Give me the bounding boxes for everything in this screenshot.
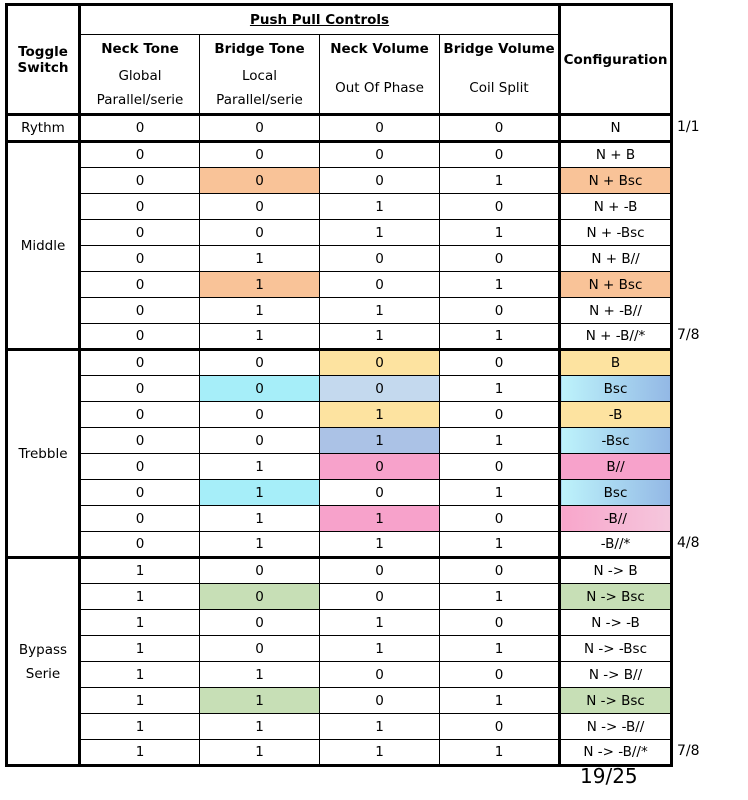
- group-count: 1/1: [677, 118, 700, 135]
- group-label-line: Serie: [25, 665, 61, 682]
- neck-volume-cell: 1: [320, 506, 440, 532]
- group-label: [7, 115, 80, 142]
- bridge-volume-cell: 1: [440, 636, 560, 662]
- table-row: [7, 194, 672, 220]
- configuration-cell: -Bsc: [560, 428, 672, 454]
- neck-tone-cell: 0: [80, 376, 200, 402]
- bridge-tone-cell: 0: [200, 376, 320, 402]
- table-row: [7, 688, 672, 714]
- bridge-tone-cell: 1: [200, 506, 320, 532]
- neck-volume-cell: 1: [320, 532, 440, 558]
- group-label-line: Trebble: [18, 445, 68, 462]
- neck-tone-cell: 1: [80, 688, 200, 714]
- bridge-volume-cell: 0: [440, 402, 560, 428]
- bridge-volume-cell: 0: [440, 454, 560, 480]
- bridge-volume-cell: 1: [440, 740, 560, 766]
- neck-tone-cell: 1: [80, 584, 200, 610]
- table-row: [7, 558, 672, 584]
- neck-volume-cell: 1: [320, 298, 440, 324]
- bridge-volume-sub: Coil Split: [440, 63, 560, 115]
- bridge-tone-cell: 0: [200, 610, 320, 636]
- bridge-tone-cell: 1: [200, 454, 320, 480]
- bridge-tone-cell: 1: [200, 272, 320, 298]
- neck-tone-cell: 0: [80, 168, 200, 194]
- configuration-cell: N + Bsc: [560, 272, 672, 298]
- neck-volume-cell: 0: [320, 142, 440, 168]
- bridge-tone-cell: 0: [200, 115, 320, 142]
- bridge-tone-cell: 0: [200, 220, 320, 246]
- configuration-cell: B: [560, 350, 672, 376]
- table-row: [7, 454, 672, 480]
- neck-volume-cell: 1: [320, 194, 440, 220]
- neck-tone-cell: 0: [80, 506, 200, 532]
- neck-tone-cell: 1: [80, 636, 200, 662]
- table-row: [7, 298, 672, 324]
- group-label-line: Bypass: [18, 641, 68, 658]
- neck-volume-cell: 0: [320, 558, 440, 584]
- neck-volume-cell: 0: [320, 376, 440, 402]
- neck-tone-cell: 0: [80, 324, 200, 350]
- neck-tone-cell: 1: [80, 558, 200, 584]
- configuration-cell: N + B//: [560, 246, 672, 272]
- table-row: [7, 480, 672, 506]
- bridge-tone-cell: 1: [200, 688, 320, 714]
- table-row: [7, 376, 672, 402]
- bridge-tone-cell: 0: [200, 636, 320, 662]
- neck-tone-cell: 0: [80, 532, 200, 558]
- neck-volume-sub: Out Of Phase: [320, 63, 440, 115]
- table-row: [7, 220, 672, 246]
- bridge-volume-cell: 1: [440, 688, 560, 714]
- bridge-tone-cell: 0: [200, 142, 320, 168]
- neck-tone-cell: 0: [80, 298, 200, 324]
- neck-volume-cell: 0: [320, 454, 440, 480]
- configuration-cell: -B//: [560, 506, 672, 532]
- bridge-volume-cell: 1: [440, 168, 560, 194]
- neck-tone-cell: 1: [80, 714, 200, 740]
- table-row: [7, 115, 672, 142]
- group-count: 4/8: [677, 534, 700, 551]
- table-row: [7, 350, 672, 376]
- bridge-volume-cell: 0: [440, 194, 560, 220]
- neck-tone-cell: 0: [80, 272, 200, 298]
- bridge-tone-cell: 0: [200, 584, 320, 610]
- neck-tone-header: Neck Tone: [80, 35, 200, 63]
- bridge-volume-cell: 0: [440, 246, 560, 272]
- neck-tone-cell: 0: [80, 350, 200, 376]
- configuration-cell: -B//*: [560, 532, 672, 558]
- page-number: 19/25: [580, 764, 638, 788]
- configuration-cell: N -> -B//*: [560, 740, 672, 766]
- configuration-cell: N -> -B: [560, 610, 672, 636]
- neck-volume-cell: 0: [320, 480, 440, 506]
- bridge-volume-cell: 1: [440, 532, 560, 558]
- bridge-tone-header: Bridge Tone: [200, 35, 320, 63]
- neck-tone-cell: 1: [80, 662, 200, 688]
- bridge-tone-cell: 1: [200, 662, 320, 688]
- bridge-volume-cell: 0: [440, 662, 560, 688]
- configuration-cell: B//: [560, 454, 672, 480]
- configuration-cell: N + -B: [560, 194, 672, 220]
- table-row: [7, 506, 672, 532]
- configuration-cell: N + -Bsc: [560, 220, 672, 246]
- bridge-tone-cell: 1: [200, 714, 320, 740]
- neck-volume-cell: 1: [320, 220, 440, 246]
- neck-volume-cell: 0: [320, 168, 440, 194]
- group-count: 7/8: [677, 742, 700, 759]
- bridge-tone-cell: 0: [200, 194, 320, 220]
- bridge-volume-cell: 0: [440, 142, 560, 168]
- neck-volume-cell: 1: [320, 636, 440, 662]
- neck-tone-cell: 0: [80, 454, 200, 480]
- neck-tone-cell: 0: [80, 246, 200, 272]
- neck-volume-cell: 1: [320, 428, 440, 454]
- table-row: [7, 246, 672, 272]
- configuration-header: Configuration: [560, 5, 672, 115]
- bridge-volume-cell: 1: [440, 220, 560, 246]
- bridge-volume-cell: 0: [440, 714, 560, 740]
- table-row: [7, 740, 672, 766]
- toggle-switch-header: [7, 5, 80, 115]
- bridge-volume-cell: 0: [440, 558, 560, 584]
- group-label: [7, 142, 80, 350]
- header-row-1: [7, 5, 672, 35]
- bridge-volume-cell: 1: [440, 272, 560, 298]
- neck-tone-cell: 0: [80, 194, 200, 220]
- bridge-volume-cell: 0: [440, 506, 560, 532]
- bridge-tone-cell: 0: [200, 402, 320, 428]
- toggle-switch-line-1: Toggle: [18, 43, 68, 60]
- neck-volume-cell: 1: [320, 740, 440, 766]
- neck-tone-cell: 0: [80, 220, 200, 246]
- neck-volume-cell: 0: [320, 688, 440, 714]
- table-row: [7, 428, 672, 454]
- neck-volume-cell: 0: [320, 662, 440, 688]
- table-row: [7, 636, 672, 662]
- bridge-volume-cell: 0: [440, 610, 560, 636]
- table-row: [7, 142, 672, 168]
- neck-volume-cell: 1: [320, 324, 440, 350]
- neck-volume-cell: 1: [320, 610, 440, 636]
- neck-tone-cell: 0: [80, 428, 200, 454]
- bridge-tone-cell: 1: [200, 532, 320, 558]
- configuration-cell: N + -B//: [560, 298, 672, 324]
- bridge-volume-cell: 0: [440, 350, 560, 376]
- table-row: [7, 532, 672, 558]
- bridge-tone-cell: 0: [200, 350, 320, 376]
- neck-tone-cell: 0: [80, 480, 200, 506]
- bridge-tone-cell: 1: [200, 324, 320, 350]
- neck-volume-cell: 1: [320, 714, 440, 740]
- table-row: [7, 402, 672, 428]
- configuration-cell: N + Bsc: [560, 168, 672, 194]
- neck-volume-cell: 0: [320, 350, 440, 376]
- configuration-cell: Bsc: [560, 376, 672, 402]
- configuration-cell: N: [560, 115, 672, 142]
- bridge-tone-cell: 0: [200, 168, 320, 194]
- bridge-tone-cell: 1: [200, 298, 320, 324]
- neck-volume-cell: 0: [320, 272, 440, 298]
- neck-volume-cell: 1: [320, 402, 440, 428]
- bridge-tone-cell: 1: [200, 246, 320, 272]
- configuration-cell: N -> -Bsc: [560, 636, 672, 662]
- neck-volume-header: Neck Volume: [320, 35, 440, 63]
- neck-tone-cell: 0: [80, 142, 200, 168]
- table-row: [7, 324, 672, 350]
- bridge-tone-cell: 0: [200, 558, 320, 584]
- bridge-tone-sub: [200, 63, 320, 115]
- bridge-tone-sub-1: Local: [242, 67, 277, 84]
- configuration-cell: N -> B: [560, 558, 672, 584]
- table-row: [7, 662, 672, 688]
- table-row: [7, 610, 672, 636]
- configuration-cell: N -> Bsc: [560, 688, 672, 714]
- configuration-cell: N + B: [560, 142, 672, 168]
- neck-tone-sub-2: Parallel/serie: [96, 91, 184, 108]
- bridge-volume-header: Bridge Volume: [440, 35, 560, 63]
- table-row: [7, 168, 672, 194]
- bridge-volume-cell: 0: [440, 115, 560, 142]
- neck-volume-cell: 0: [320, 246, 440, 272]
- configuration-cell: N -> B//: [560, 662, 672, 688]
- configuration-cell: N -> Bsc: [560, 584, 672, 610]
- toggle-switch-line-2: Switch: [17, 59, 69, 76]
- bridge-tone-cell: 0: [200, 428, 320, 454]
- group-label: [7, 558, 80, 766]
- group-label: [7, 350, 80, 558]
- configuration-cell: N + -B//*: [560, 324, 672, 350]
- group-count: 7/8: [677, 326, 700, 343]
- bridge-volume-cell: 0: [440, 298, 560, 324]
- configuration-cell: -B: [560, 402, 672, 428]
- bridge-volume-cell: 1: [440, 324, 560, 350]
- bridge-volume-cell: 1: [440, 376, 560, 402]
- table-row: [7, 272, 672, 298]
- neck-tone-sub-1: Global: [118, 67, 162, 84]
- bridge-volume-cell: 1: [440, 584, 560, 610]
- bridge-volume-cell: 1: [440, 480, 560, 506]
- bridge-tone-cell: 1: [200, 480, 320, 506]
- push-pull-header: [80, 5, 560, 35]
- bridge-volume-cell: 1: [440, 428, 560, 454]
- neck-tone-cell: 0: [80, 115, 200, 142]
- controls-table: [5, 3, 673, 767]
- neck-tone-cell: 1: [80, 610, 200, 636]
- group-label-line: Middle: [20, 237, 66, 254]
- neck-volume-cell: 0: [320, 584, 440, 610]
- configuration-cell: N -> -B//: [560, 714, 672, 740]
- bridge-tone-cell: 1: [200, 740, 320, 766]
- table-row: [7, 584, 672, 610]
- push-pull-title: Push Pull Controls: [249, 12, 390, 28]
- neck-tone-sub: [80, 63, 200, 115]
- neck-tone-cell: 1: [80, 740, 200, 766]
- neck-tone-cell: 0: [80, 402, 200, 428]
- bridge-tone-sub-2: Parallel/serie: [216, 91, 303, 108]
- group-label-line: Rythm: [21, 120, 65, 136]
- configuration-cell: Bsc: [560, 480, 672, 506]
- table-row: [7, 714, 672, 740]
- neck-volume-cell: 0: [320, 115, 440, 142]
